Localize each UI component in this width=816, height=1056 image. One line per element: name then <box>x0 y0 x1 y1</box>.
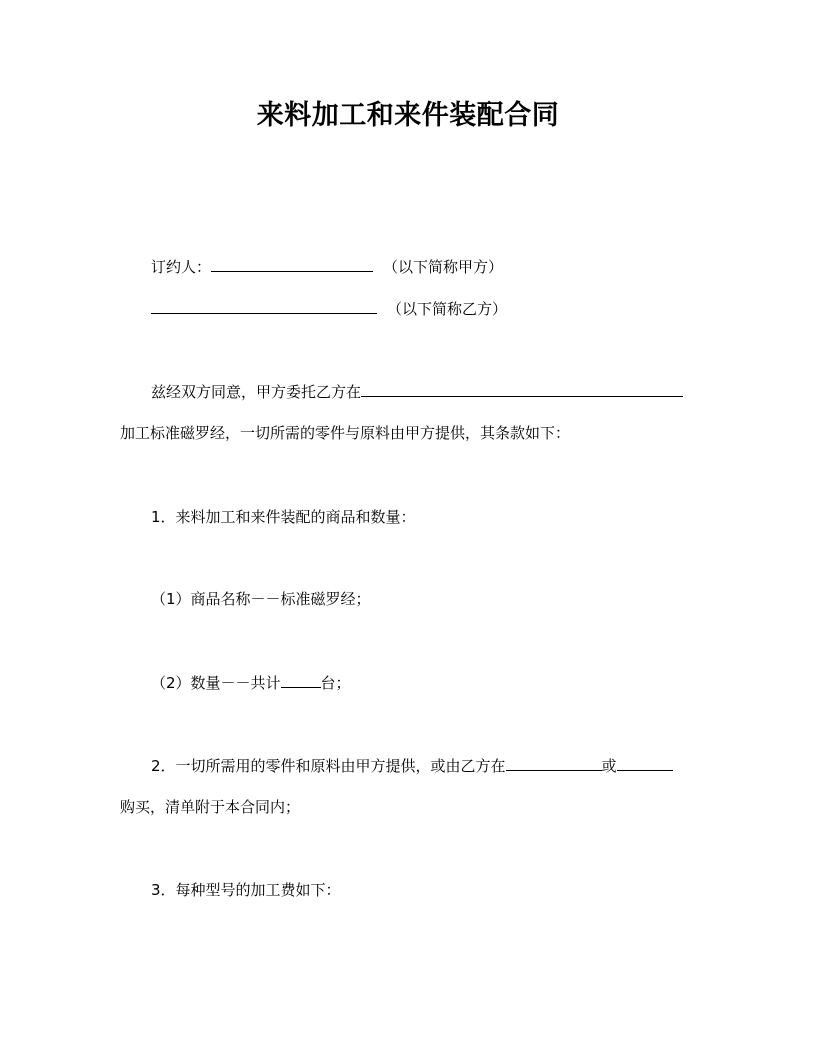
party-a-blank <box>211 256 373 272</box>
clause-2-prefix: 2．一切所需用的零件和原料由甲方提供，或由乙方在 <box>151 757 506 775</box>
quantity-blank <box>281 672 321 688</box>
intro-prefix: 兹经双方同意，甲方委托乙方在 <box>151 383 362 401</box>
clause-2-or: 或 <box>601 757 617 775</box>
purchase-location-blank-2 <box>617 755 673 771</box>
quantity-suffix: 台； <box>320 674 351 692</box>
quantity-prefix: （2）数量－－共计 <box>151 674 281 692</box>
party-label: 订约人： <box>151 258 212 276</box>
document-title: 来料加工和来件装配合同 <box>256 100 560 131</box>
location-blank <box>361 381 683 397</box>
party-b-suffix: （以下简称乙方） <box>387 300 508 318</box>
clause-1-item-2 <box>151 672 351 693</box>
purchase-location-blank-1 <box>506 755 602 771</box>
clause-2-line2: 购买，清单附于本合同内； <box>120 798 301 816</box>
clause-3-heading: 3．每种型号的加工费如下： <box>151 881 341 899</box>
clause-1-item-1: （1）商品名称－－标准磁罗经； <box>151 590 371 608</box>
party-a-line <box>151 256 503 277</box>
clause-2-line1 <box>151 755 673 776</box>
clause-1-heading: 1．来料加工和来件装配的商品和数量： <box>151 508 416 526</box>
party-b-blank <box>151 298 377 314</box>
party-a-suffix: （以下简称甲方） <box>383 258 504 276</box>
intro-paragraph-line1 <box>151 381 683 402</box>
intro-paragraph-line2: 加工标准磁罗经，一切所需的零件与原料由甲方提供，其条款如下： <box>120 424 571 442</box>
party-b-line <box>151 298 507 319</box>
